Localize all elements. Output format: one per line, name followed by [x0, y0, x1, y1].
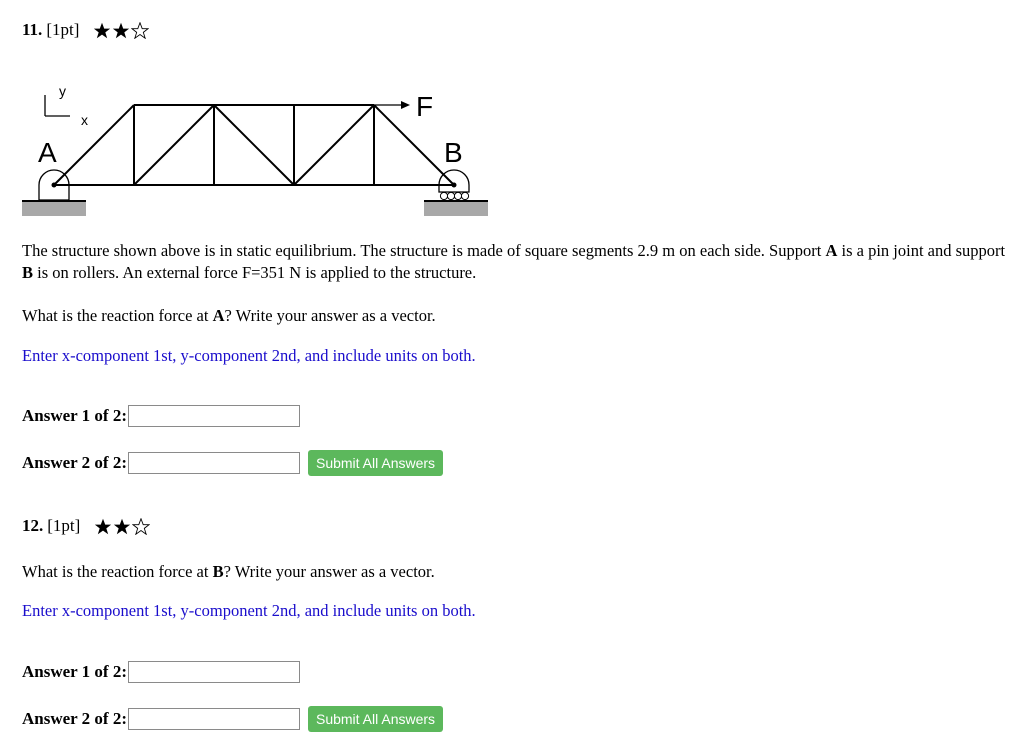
- ground-right: [424, 201, 488, 216]
- q11-answer-2-row: [22, 450, 443, 476]
- q12-hint: Enter x-component 1st, y-component 2nd, and include units on both.: [22, 601, 476, 620]
- truss-diagram: [18, 78, 498, 220]
- q11-answer-2-label: Answer 2 of 2:: [22, 453, 127, 472]
- star-empty-icon: [131, 22, 149, 39]
- statement-bold-a: A: [825, 241, 838, 260]
- statement-bold-b: B: [22, 263, 34, 282]
- star-filled-icon: [93, 22, 111, 39]
- support-b-label: B: [444, 137, 463, 168]
- axis-x-label: x: [81, 112, 88, 128]
- star-empty-icon: [132, 518, 150, 535]
- q12-answer-1-label: Answer 1 of 2:: [22, 662, 127, 681]
- star-filled-icon: [113, 518, 131, 535]
- q12-answer-2-label: Answer 2 of 2:: [22, 709, 127, 728]
- question-text: What is the reaction force at: [22, 306, 213, 325]
- star-filled-icon: [112, 22, 130, 39]
- q12-submit-button[interactable]: Submit All Answers: [308, 706, 443, 732]
- statement-text: is a pin joint and support: [837, 241, 1006, 260]
- force-f-label: F: [416, 91, 434, 122]
- q11-number: 11.: [22, 20, 43, 39]
- question-bold: A: [212, 306, 225, 325]
- question-text: ? Write your answer as a vector.: [223, 562, 435, 581]
- statement-text: The structure shown above is in static equilibrium. The structure is made of square segments 2.9 m on each side. Support: [22, 241, 826, 260]
- q11-answer-1-label: Answer 1 of 2:: [22, 406, 127, 425]
- star-filled-icon: [94, 518, 112, 535]
- q11-submit-button[interactable]: Submit All Answers: [308, 450, 443, 476]
- q11-points: [1pt]: [46, 20, 80, 39]
- q11-problem-statement: [22, 240, 1012, 284]
- q12-question: [22, 561, 1012, 583]
- q12-answer-1-input[interactable]: [128, 661, 300, 683]
- truss-members: [54, 105, 454, 185]
- axis-y-label: y: [59, 83, 66, 99]
- statement-text: is on rollers. An external force F=351 N is applied to the structure.: [33, 263, 477, 282]
- q12-answer-2-row: [22, 706, 443, 732]
- q11-header: [22, 20, 149, 40]
- q12-answer-2-input[interactable]: [128, 708, 300, 730]
- ground-left: [22, 201, 86, 216]
- q11-answer-2-input[interactable]: [128, 452, 300, 474]
- q11-difficulty-stars: [93, 22, 149, 39]
- question-text: ? Write your answer as a vector.: [224, 306, 436, 325]
- q12-difficulty-stars: [94, 518, 150, 535]
- question-bold: B: [212, 562, 224, 581]
- q11-hint: Enter x-component 1st, y-component 2nd, and include units on both.: [22, 346, 476, 365]
- q12-number: 12.: [22, 516, 44, 535]
- q11-question: [22, 305, 1012, 327]
- q12-answer-1-row: [22, 661, 300, 683]
- q12-points: [1pt]: [47, 516, 81, 535]
- question-text: What is the reaction force at: [22, 562, 213, 581]
- q11-answer-1-row: [22, 405, 300, 427]
- q11-answer-1-input[interactable]: [128, 405, 300, 427]
- q12-header: [22, 516, 150, 536]
- support-a-label: A: [38, 137, 57, 168]
